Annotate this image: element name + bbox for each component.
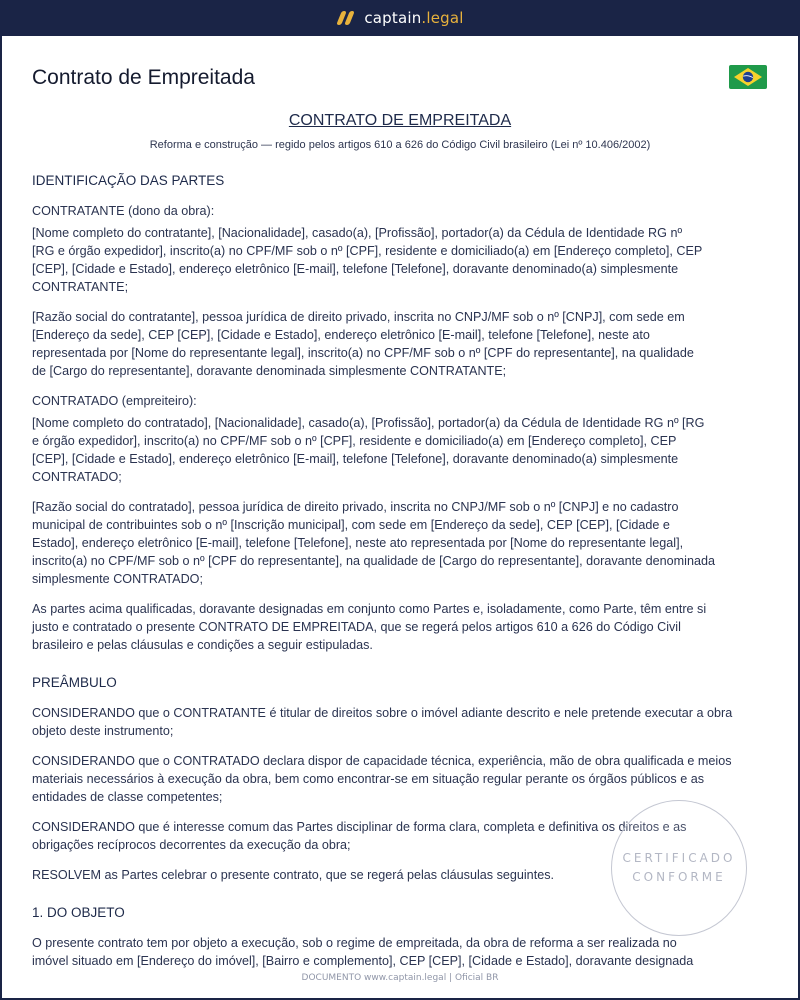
contratante-label: CONTRATANTE (dono da obra):	[32, 204, 215, 218]
paragraph-contratado-pj: [Razão social do contratado], pessoa jurídica de direito privado, inscrita no CNPJ/MF sob o nº [CNPJ] e no cadastro municipal de contribuintes sob o nº [Inscrição municipal], com sede em [Endereço da sede], CEP [CEP], [Cidade e Estado], endereço eletrônico [E-mail], telefone [Telefone], neste ato representada por [Nome do representante legal], inscrito(a) no CPF/MF sob o nº [CPF do representante], na qualidade de [Cargo do representante], doravante denominada simplesmente CONTRATADO;	[32, 500, 715, 586]
paragraph-contratante-pj: [Razão social do contratante], pessoa jurídica de direito privado, inscrita no CNPJ/MF sob o nº [CNPJ], com sede em [Endereço da sede], CEP [CEP], [Cidade e Estado], endereço eletrônico [E-mail], telefone [Telefone], neste ato representada por [Nome do representante legal], inscrito(a) no CPF/MF sob o nº [CPF do representante], na qualidade de [Cargo do representante], doravante denominada simplesmente CONTRATANTE;	[32, 310, 694, 378]
contract-subtitle: Reforma e construção — regido pelos artigos 610 a 626 do Código Civil brasileiro (Lei nº 10.406/2002)	[149, 139, 651, 151]
section-heading-objeto: 1. DO OBJETO	[32, 905, 125, 920]
document-footer: DOCUMENTO www.captain.legal | Oficial BR	[301, 973, 499, 983]
document-page	[2, 36, 798, 998]
certified-stamp: CERTIFICADO CONFORME	[611, 800, 747, 936]
contract-title: CONTRATO DE EMPREITADA	[288, 112, 512, 129]
paragraph-objeto: O presente contrato tem por objeto a execução, sob o regime de empreitada, da obra de reforma a ser realizada no imóvel situado em [Endereço do imóvel], [Bairro e complemento], CEP [CEP], [Cidade e Estado], doravante designada	[32, 936, 694, 968]
brand-logo[interactable]	[336, 9, 463, 27]
top-bar	[0, 0, 800, 36]
contratado-label: CONTRATADO (empreiteiro):	[32, 394, 197, 408]
page-title: Contrato de Empreitada	[32, 66, 255, 89]
paragraph-considerando-3: CONSIDERANDO que é interesse comum das Partes disciplinar de forma clara, completa e definitiva os direitos e as obrigações recíprocos decorrentes da execução da obra;	[32, 820, 687, 852]
paragraph-contratante-pf: [Nome completo do contratante], [Nacionalidade], casado(a), [Profissão], portador(a) da Cédula de Identidade RG nº [RG e órgão expedidor], inscrito(a) no CPF/MF sob o nº [CPF], residente e domiciliado(a) em [Endereço completo], CEP [CEP], [Cidade e Estado], endereço eletrônico [E-mail], telefone [Telefone], doravante denominado(a) simplesmente CONTRATANTE;	[32, 226, 703, 294]
paragraph-considerando-2: CONSIDERANDO que o CONTRATADO declara dispor de capacidade técnica, experiência, mão de obra qualificada e meios materiais necessários à execução da obra, bem como encontrar-se em situação regular perante os órgãos públicos e as entidades de classe competentes;	[32, 754, 732, 804]
paragraph-contratado-pf: [Nome completo do contratado], [Nacionalidade], casado(a), [Profissão], portador(a) da Cédula de Identidade RG nº [RG e órgão expedidor], inscrito(a) no CPF/MF sob o nº [CPF], residente e domiciliado(a) em [Endereço completo], CEP [CEP], [Cidade e Estado], endereço eletrônico [E-mail], telefone [Telefone], doravante denominado(a) simplesmente CONTRATADO;	[32, 416, 705, 484]
section-heading-preambulo: PREÂMBULO	[32, 675, 117, 690]
paragraph-resolvem: RESOLVEM as Partes celebrar o presente contrato, que se regerá pelas cláusulas seguintes.	[32, 868, 554, 882]
brand-name: captain.legal	[364, 9, 464, 27]
paragraph-considerando-1: CONSIDERANDO que o CONTRATANTE é titular de direitos sobre o imóvel adiante descrito e nele pretende executar a obra objeto deste instrumento;	[32, 706, 733, 738]
paragraph-partes-closing: As partes acima qualificadas, doravante designadas em conjunto como Partes e, isoladamente, como Parte, têm entre si justo e contratado o presente CONTRATO DE EMPREITADA, que se regerá pelos artigos 610 a 626 do Código Civil brasileiro e pelas cláusulas e condições a seguir estipuladas.	[32, 602, 707, 652]
brazil-flag-icon	[729, 65, 767, 89]
section-heading-identificacao: IDENTIFICAÇÃO DAS PARTES	[32, 173, 225, 188]
captain-logo-icon	[336, 10, 356, 26]
